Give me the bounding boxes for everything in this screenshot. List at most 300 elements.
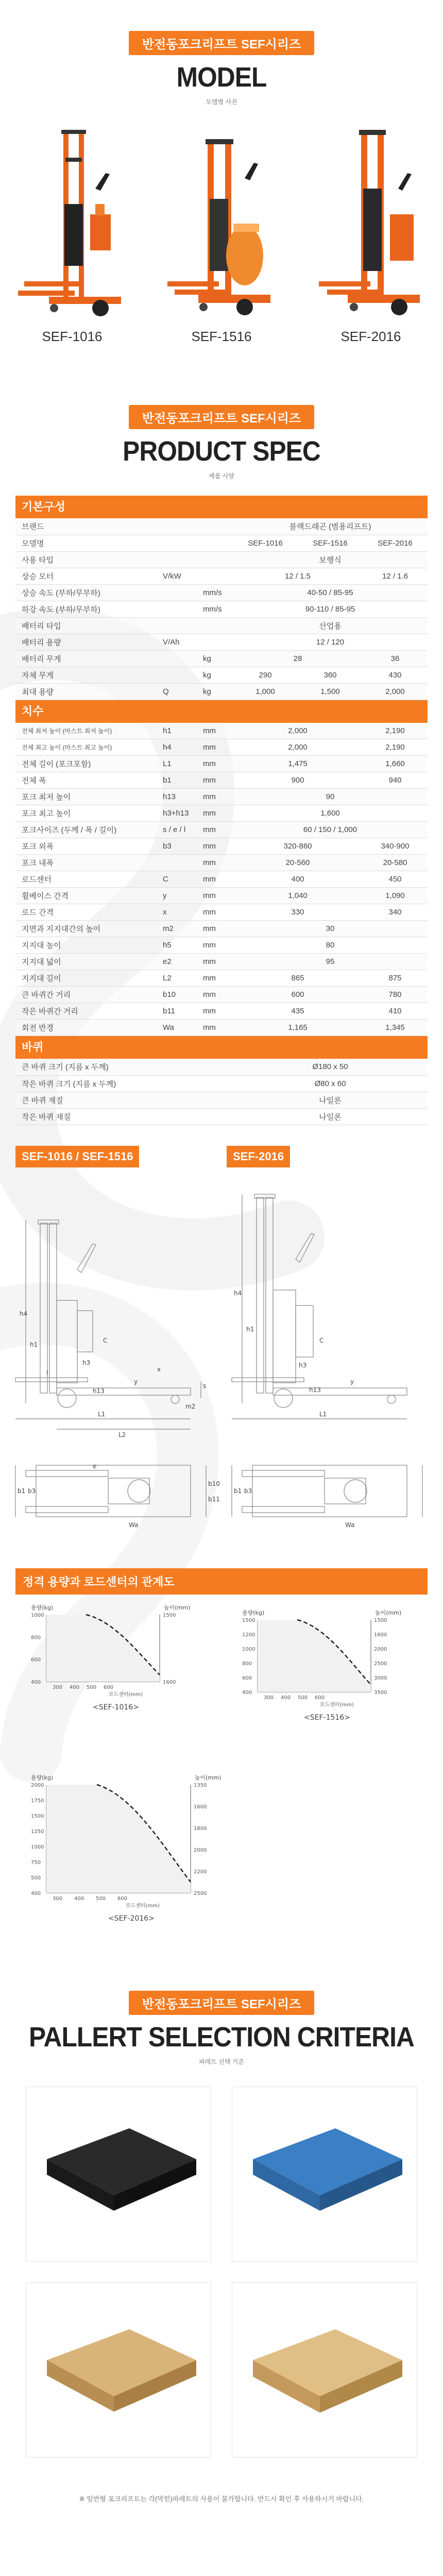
spec-symbol: h3+h13: [152, 805, 197, 822]
spec-row: [15, 1020, 428, 1036]
spec-symbol: x: [152, 904, 197, 921]
spec-value-sef-1516: SEF-1516: [298, 535, 363, 551]
spec-label: 포크 내폭: [15, 855, 152, 871]
spec-row: [15, 987, 428, 1003]
spec-unit: [197, 1059, 233, 1075]
dim-label-h1: h1: [30, 1341, 38, 1348]
y-tick-label: 1500: [242, 1617, 255, 1623]
spec-row: [15, 789, 428, 805]
spec-unit: mm: [197, 838, 233, 855]
spec-value: 60 / 150 / 1,000: [233, 822, 428, 838]
spec-row: [15, 1059, 428, 1075]
spec-row: [15, 855, 428, 871]
spec-symbol: b1: [152, 772, 197, 789]
chart-caption: <SEF-2016>: [108, 1914, 155, 1923]
spec-table-wrap: [15, 496, 428, 1125]
spec-value-sef-1016-1516: 28: [233, 650, 363, 667]
load-chart-1: [242, 1609, 401, 1722]
spec-label: 모델명: [15, 535, 152, 551]
dim-label-h13: h13: [93, 1387, 105, 1395]
pallet-note: ※ 일반형 포크리프트는 각(막힌)파레트의 사용이 불가합니다. 반드시 확인 후 사용하시기 바랍니다.: [79, 2495, 364, 2503]
load-curve-area: [46, 1615, 160, 1682]
spec-row: [15, 518, 428, 535]
spec-label: 작은 바퀴간 거리: [15, 1003, 152, 1020]
spec-value-sef-2016: 410: [363, 1003, 428, 1020]
spec-value-sef-1016: SEF-1016: [233, 535, 298, 551]
spec-unit: mm: [197, 789, 233, 805]
spec-value-sef-1516: 360: [298, 667, 363, 683]
model-name: SEF-1016: [42, 329, 103, 344]
spec-symbol: b11: [152, 1003, 197, 1020]
spec-row: [15, 683, 428, 700]
spec-symbol: [152, 1059, 197, 1075]
y-right-tick-label: 1800: [194, 1825, 207, 1832]
spec-symbol: V/Ah: [152, 634, 197, 650]
y-right-axis-label: 높이(mm): [195, 1774, 222, 1781]
y-right-tick-label: 1500: [374, 1617, 387, 1623]
y-tick-label: 2000: [31, 1782, 44, 1788]
chart-caption: <SEF-1016>: [93, 1703, 139, 1711]
dim-label-wa: Wa: [129, 1521, 139, 1529]
spec-symbol: m2: [152, 921, 197, 937]
spec-label: 포크 최저 높이: [15, 789, 152, 805]
y-axis-label: 용량(kg): [242, 1609, 265, 1616]
x-tick-label: 500: [298, 1694, 308, 1701]
dim-label-h3: h3: [82, 1359, 91, 1366]
spec-row: [15, 756, 428, 772]
spec-symbol: b3: [152, 838, 197, 855]
spec-row: [15, 650, 428, 667]
dim-label-wa: Wa: [345, 1521, 355, 1529]
chart-caption: <SEF-1516>: [304, 1713, 350, 1722]
spec-unit: kg: [197, 683, 233, 700]
x-axis-label: 로드센터(mm): [126, 1903, 160, 1909]
dim-label-y: y: [134, 1378, 138, 1385]
spec-value-sef-1016-1516: 320-860: [233, 838, 363, 855]
spec-value: 보행식: [233, 551, 428, 568]
spec-label: 브랜드: [15, 518, 152, 535]
spec-row: [15, 584, 428, 601]
spec-label: 포크 외폭: [15, 838, 152, 855]
spec-row: [15, 838, 428, 855]
spec-unit: mm: [197, 970, 233, 987]
spec-value: 산업용: [233, 617, 428, 634]
spec-value-sef-1016-1516: 1,475: [233, 756, 363, 772]
y-right-tick-label: 3500: [374, 1689, 387, 1696]
spec-label: 상승 모터: [15, 568, 152, 584]
pallet-image-wood: [26, 2282, 211, 2458]
spec-value-sef-2016: 2,190: [363, 739, 428, 756]
model-gallery: [0, 106, 443, 374]
spec-value-sef-1016-1516: 2,000: [233, 739, 363, 756]
y-tick-label: 500: [31, 1875, 41, 1881]
spec-label: 큰 바퀴 재질: [15, 1092, 152, 1108]
spec-symbol: b10: [152, 987, 197, 1003]
load-curve-area: [46, 1785, 191, 1893]
dim-label-b1: b1: [234, 1487, 242, 1495]
spec-caption: 제품 사양: [209, 472, 234, 480]
y-tick-label: 600: [242, 1675, 252, 1681]
y-tick-label: 1250: [31, 1828, 44, 1835]
spec-value-sef-1016-1516: 12 / 1.5: [233, 568, 363, 584]
dim-label-s: s: [203, 1382, 207, 1389]
spec-value-sef-2016: 340: [363, 904, 428, 921]
spec-unit: [197, 535, 233, 551]
stacker-image-sef-1516: [167, 127, 276, 323]
spec-group-header: 바퀴: [15, 1036, 428, 1059]
model-caption: 모델별 사진: [206, 98, 237, 106]
dim-label-b10: b10: [208, 1480, 220, 1487]
dim-label-b3: b3: [28, 1487, 36, 1495]
spec-value: 90: [233, 789, 428, 805]
spec-symbol: Wa: [152, 1020, 197, 1036]
x-tick-label: 500: [87, 1684, 97, 1690]
spec-value-sef-1016-1516: 2,000: [233, 723, 363, 739]
dim-label-h3: h3: [299, 1361, 307, 1369]
spec-value-sef-2016: 450: [363, 871, 428, 888]
pallet-section: [0, 1950, 443, 2503]
pallet-image-plastic-black: [26, 2087, 211, 2262]
diagram-label-sef-2016: SEF-2016: [227, 1146, 290, 1167]
spec-row: [15, 551, 428, 568]
y-right-tick-label: 2500: [194, 1890, 207, 1896]
dim-label-l: l: [46, 1369, 48, 1377]
dimension-drawing-sef-2016: [227, 1177, 428, 1537]
spec-value: Ø180 x 50: [233, 1059, 428, 1075]
spec-unit: mm: [197, 921, 233, 937]
dim-label-c: C: [319, 1336, 324, 1344]
spec-value-sef-2016: 940: [363, 772, 428, 789]
spec-label: 휠베이스 간격: [15, 888, 152, 904]
x-axis-label: 로드센터(mm): [320, 1702, 354, 1708]
y-right-tick-label: 1600: [163, 1679, 176, 1685]
spec-group-header: 기본구성: [15, 496, 428, 518]
spec-row: [15, 739, 428, 756]
spec-unit: mm: [197, 772, 233, 789]
spec-label: 포크사이즈 (두께 / 폭 / 길이): [15, 822, 152, 838]
spec-value: 30: [233, 921, 428, 937]
spec-unit: mm/s: [197, 601, 233, 617]
stacker-image-sef-1016: [18, 127, 126, 323]
spec-label: 포크 최고 높이: [15, 805, 152, 822]
spec-symbol: h4: [152, 739, 197, 756]
spec-unit: mm: [197, 937, 233, 954]
spec-unit: mm: [197, 723, 233, 739]
spec-row: [15, 871, 428, 888]
y-right-tick-label: 3000: [374, 1675, 387, 1681]
spec-symbol: h1: [152, 723, 197, 739]
spec-unit: [197, 518, 233, 535]
spec-row: [15, 904, 428, 921]
spec-label: 하강 속도 (부하/무부하): [15, 601, 152, 617]
spec-label: 사용 타입: [15, 551, 152, 568]
spec-unit: kg: [197, 650, 233, 667]
x-axis-label: 로드센터(mm): [109, 1691, 143, 1698]
spec-row: [15, 772, 428, 789]
spec-row: [15, 1108, 428, 1125]
pallet-title: PALLERT SELECTION CRITERIA: [29, 2021, 414, 2053]
spec-symbol: L2: [152, 970, 197, 987]
model-title: MODEL: [176, 62, 267, 93]
spec-label: 지지대 길이: [15, 970, 152, 987]
spec-label: 전체 폭: [15, 772, 152, 789]
diagram-label-sef-1016-1516: SEF-1016 / SEF-1516: [15, 1146, 139, 1167]
y-tick-label: 400: [242, 1689, 252, 1696]
spec-value: 40-50 / 85-95: [233, 584, 428, 601]
dim-label-x: x: [157, 1365, 161, 1373]
load-chart-2: [31, 1774, 221, 1923]
y-tick-label: 800: [31, 1634, 41, 1640]
spec-row: [15, 937, 428, 954]
spec-symbol: C: [152, 871, 197, 888]
series-badge: 반전동포크리프트 SEF시리즈: [129, 405, 314, 429]
spec-row: [15, 723, 428, 739]
spec-label: 전체 최저 높이 (마스트 최저 높이): [15, 723, 152, 739]
spec-value-sef-2016: 340-900: [363, 838, 428, 855]
spec-row: [15, 1092, 428, 1108]
y-right-tick-label: 1600: [374, 1632, 387, 1638]
spec-group-header: 치수: [15, 700, 428, 723]
spec-label: 배터리 타입: [15, 617, 152, 634]
spec-row: [15, 535, 428, 551]
spec-label: 큰 바퀴 크기 (지름 x 두께): [15, 1059, 152, 1075]
spec-label: 작은 바퀴 크기 (지름 x 두께): [15, 1075, 152, 1092]
y-right-tick-label: 2200: [194, 1869, 207, 1875]
spec-label: 전체 최고 높이 (마스트 최고 높이): [15, 739, 152, 756]
spec-unit: [197, 634, 233, 650]
spec-symbol: [152, 551, 197, 568]
spec-row: [15, 634, 428, 650]
dim-label-m2: m2: [185, 1402, 196, 1410]
spec-symbol: V/kW: [152, 568, 197, 584]
x-tick-label: 300: [53, 1895, 63, 1902]
y-right-tick-label: 2500: [374, 1660, 387, 1667]
y-right-tick-label: 2000: [194, 1847, 207, 1853]
dim-label-b11: b11: [208, 1495, 220, 1503]
y-right-tick-label: 2000: [374, 1646, 387, 1652]
y-tick-label: 800: [242, 1660, 252, 1667]
spec-row: [15, 822, 428, 838]
pallet-images: [26, 2087, 417, 2488]
model-section: [0, 0, 443, 374]
spec-value: 12 / 120: [233, 634, 428, 650]
y-right-tick-label: 1600: [194, 1804, 207, 1810]
spec-row: [15, 970, 428, 987]
spec-symbol: [152, 1092, 197, 1108]
spec-value-sef-2016: 780: [363, 987, 428, 1003]
spec-row: [15, 601, 428, 617]
spec-row: [15, 805, 428, 822]
spec-unit: mm: [197, 954, 233, 970]
x-tick-label: 600: [315, 1694, 325, 1701]
spec-symbol: y: [152, 888, 197, 904]
model-card-sef-1016: [13, 127, 131, 345]
y-tick-label: 400: [31, 1679, 41, 1685]
spec-section: [0, 374, 443, 1125]
spec-value-sef-2016: 12 / 1.6: [363, 568, 428, 584]
spec-value-sef-1016-1516: 435: [233, 1003, 363, 1020]
dim-label-e: e: [93, 1462, 97, 1470]
spec-unit: mm: [197, 855, 233, 871]
x-tick-label: 500: [96, 1895, 106, 1902]
y-tick-label: 1000: [31, 1612, 44, 1618]
spec-label: 지지대 높이: [15, 937, 152, 954]
spec-value: 나일론: [233, 1092, 428, 1108]
spec-value-sef-1016-1516: 400: [233, 871, 363, 888]
spec-symbol: s / e / l: [152, 822, 197, 838]
spec-unit: [197, 1092, 233, 1108]
model-card-sef-1516: [162, 127, 281, 345]
spec-unit: [197, 568, 233, 584]
dim-label-L1: L1: [319, 1410, 327, 1418]
load-charts: [15, 1599, 428, 1950]
x-tick-label: 400: [70, 1684, 80, 1690]
spec-row: [15, 617, 428, 634]
spec-value-sef-2016: 2,190: [363, 723, 428, 739]
dim-label-L1: L1: [98, 1410, 106, 1418]
spec-section-header: [0, 374, 443, 480]
model-section-header: [0, 0, 443, 106]
spec-unit: mm: [197, 987, 233, 1003]
spec-unit: [197, 1108, 233, 1125]
y-right-axis-label: 높이(mm): [164, 1604, 191, 1611]
spec-symbol: [152, 518, 197, 535]
spec-value-sef-2016: 875: [363, 970, 428, 987]
spec-symbol: L1: [152, 756, 197, 772]
y-tick-label: 1750: [31, 1798, 44, 1804]
spec-value-sef-2016: 36: [363, 650, 428, 667]
spec-value-sef-1016: 290: [233, 667, 298, 683]
spec-unit: [197, 617, 233, 634]
spec-value-sef-1016-1516: 20-560: [233, 855, 363, 871]
spec-label: 큰 바퀴간 거리: [15, 987, 152, 1003]
spec-value-sef-1516: 1,500: [298, 683, 363, 700]
spec-value-sef-2016: 430: [363, 667, 428, 683]
spec-unit: mm: [197, 822, 233, 838]
stacker-image-sef-2016: [317, 127, 425, 323]
spec-unit: mm: [197, 871, 233, 888]
y-right-tick-label: 1500: [163, 1612, 176, 1618]
spec-symbol: [152, 855, 197, 871]
spec-symbol: [152, 667, 197, 683]
y-tick-label: 400: [31, 1890, 41, 1896]
dim-label-L2: L2: [118, 1431, 126, 1438]
y-tick-label: 1500: [31, 1813, 44, 1819]
spec-symbol: h13: [152, 789, 197, 805]
y-right-tick-label: 1350: [194, 1782, 207, 1788]
dimension-drawing-sef-1016-1516: [15, 1177, 220, 1537]
dimension-diagrams: [15, 1146, 428, 1558]
spec-row: [15, 1075, 428, 1092]
spec-symbol: [152, 535, 197, 551]
spec-value-sef-1016: 1,000: [233, 683, 298, 700]
spec-sheet: [15, 496, 428, 1125]
spec-unit: [197, 1075, 233, 1092]
spec-symbol: [152, 1075, 197, 1092]
spec-value-sef-1016-1516: 600: [233, 987, 363, 1003]
spec-title: PRODUCT SPEC: [123, 436, 320, 467]
spec-label: 전체 길이 (포크포함): [15, 756, 152, 772]
spec-value: 80: [233, 937, 428, 954]
spec-table: [15, 1059, 428, 1125]
load-chart-0: [31, 1604, 190, 1711]
y-tick-label: 750: [31, 1859, 41, 1866]
spec-symbol: [152, 650, 197, 667]
spec-unit: kg: [197, 667, 233, 683]
spec-label: 로드센터: [15, 871, 152, 888]
y-tick-label: 1200: [242, 1632, 255, 1638]
spec-value-sef-1016-1516: 900: [233, 772, 363, 789]
y-tick-label: 1000: [31, 1844, 44, 1850]
load-chart-section: [15, 1568, 428, 1950]
spec-label: 자체 무게: [15, 667, 152, 683]
spec-label: 작은 바퀴 재질: [15, 1108, 152, 1125]
dim-label-y: y: [350, 1378, 354, 1385]
y-tick-label: 1000: [242, 1646, 255, 1652]
spec-label: 배터리 용량: [15, 634, 152, 650]
x-tick-label: 300: [264, 1694, 274, 1701]
spec-row: [15, 667, 428, 683]
spec-label: 로드 간격: [15, 904, 152, 921]
y-axis-label: 용량(kg): [31, 1604, 54, 1611]
spec-unit: mm: [197, 805, 233, 822]
spec-unit: mm/s: [197, 584, 233, 601]
series-badge: 반전동포크리프트 SEF시리즈: [129, 1991, 314, 2015]
pallet-image-wood-block: [232, 2282, 417, 2458]
model-name: SEF-1516: [191, 329, 252, 344]
spec-unit: mm: [197, 739, 233, 756]
pallet-section-header: [0, 1950, 443, 2066]
spec-value: 95: [233, 954, 428, 970]
spec-value: 1,600: [233, 805, 428, 822]
spec-value: 나일론: [233, 1108, 428, 1125]
spec-unit: mm: [197, 1003, 233, 1020]
spec-symbol: [152, 1108, 197, 1125]
dim-label-h13: h13: [309, 1386, 321, 1394]
spec-value-sef-1016-1516: 865: [233, 970, 363, 987]
series-badge: 반전동포크리프트 SEF시리즈: [129, 31, 314, 55]
spec-symbol: Q: [152, 683, 197, 700]
x-tick-label: 600: [104, 1684, 114, 1690]
spec-value: Ø80 x 60: [233, 1075, 428, 1092]
spec-value-sef-2016: 2,000: [363, 683, 428, 700]
spec-symbol: [152, 601, 197, 617]
spec-symbol: [152, 584, 197, 601]
spec-value-sef-2016: SEF-2016: [363, 535, 428, 551]
spec-symbol: [152, 617, 197, 634]
spec-label: 회전 반경: [15, 1020, 152, 1036]
spec-table: [15, 518, 428, 700]
spec-unit: [197, 551, 233, 568]
spec-unit: mm: [197, 1020, 233, 1036]
spec-value-sef-2016: 1,345: [363, 1020, 428, 1036]
spec-value-sef-1016-1516: 1,165: [233, 1020, 363, 1036]
x-tick-label: 400: [281, 1694, 291, 1701]
y-right-axis-label: 높이(mm): [375, 1609, 402, 1616]
spec-label: 최대 용량: [15, 683, 152, 700]
load-curve-area: [258, 1620, 371, 1692]
dim-label-b3: b3: [244, 1487, 252, 1495]
spec-row: [15, 921, 428, 937]
spec-unit: mm: [197, 888, 233, 904]
spec-table: [15, 723, 428, 1037]
spec-label: 배터리 무게: [15, 650, 152, 667]
spec-value-sef-2016: 1,090: [363, 888, 428, 904]
spec-row: [15, 1003, 428, 1020]
dim-label-b1: b1: [18, 1487, 26, 1495]
spec-label: 지면과 지지대간의 높이: [15, 921, 152, 937]
spec-value: 90-110 / 85-95: [233, 601, 428, 617]
